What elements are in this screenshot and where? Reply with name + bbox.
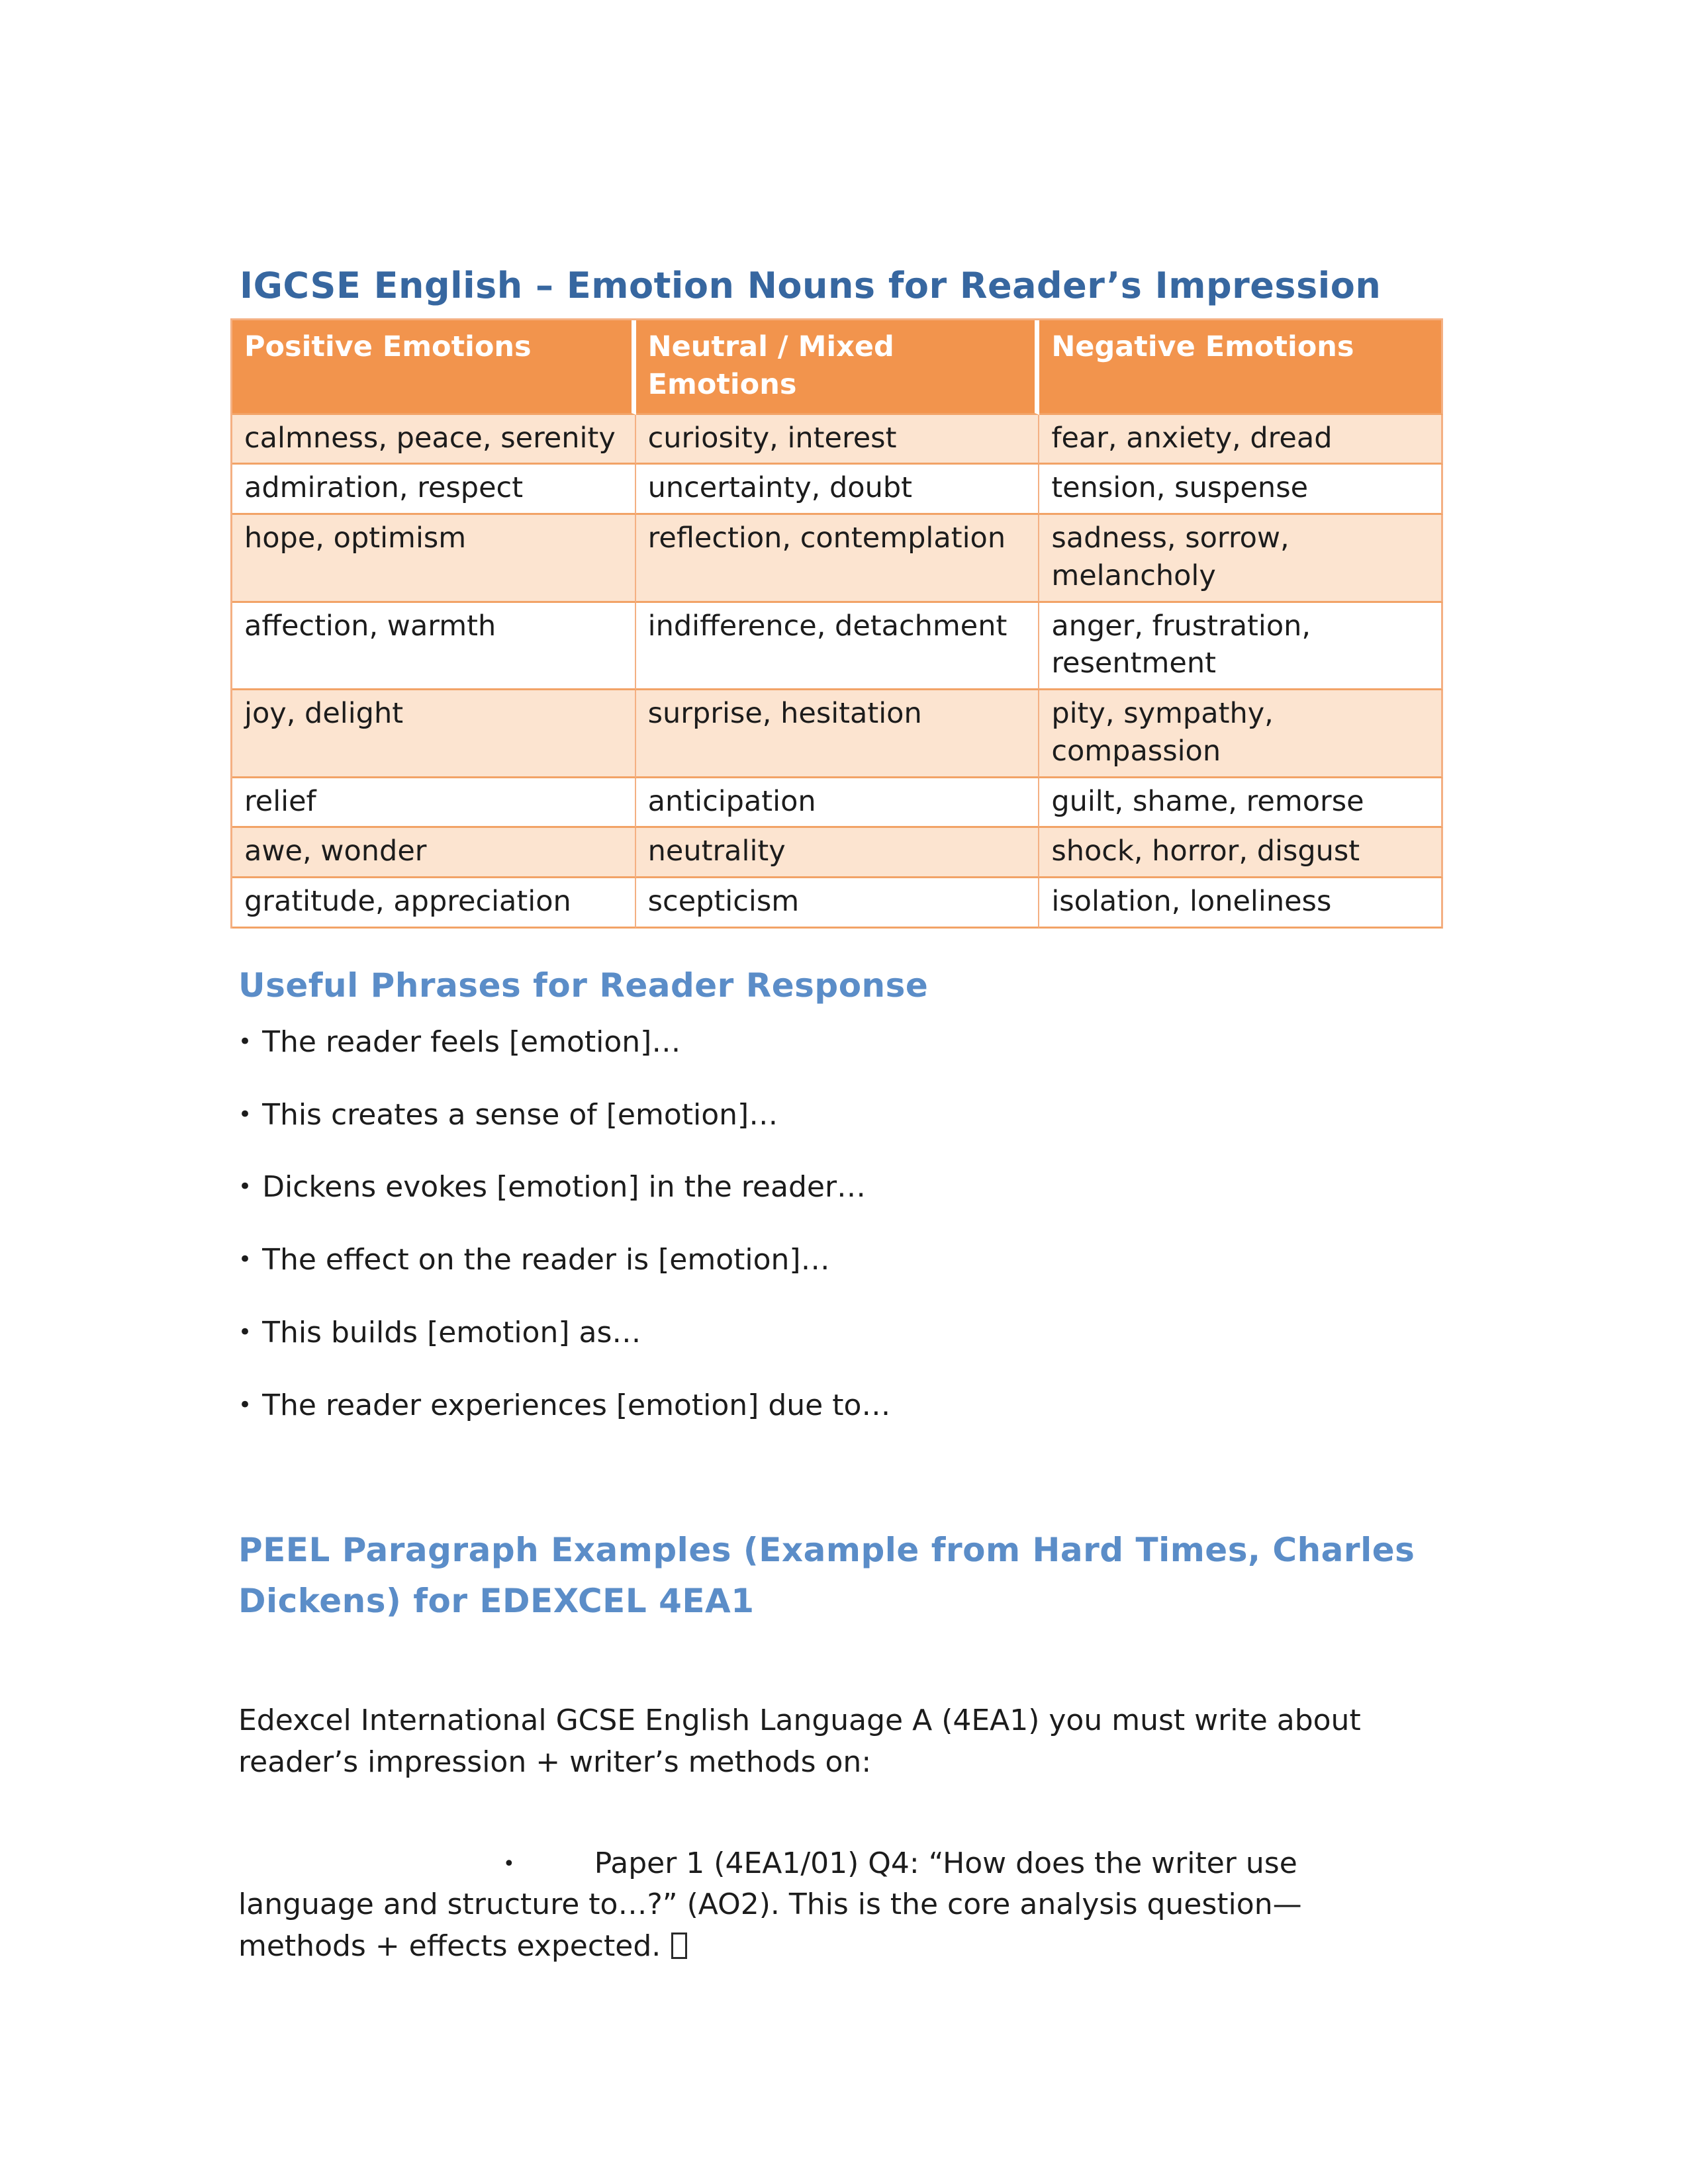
- table-cell: uncertainty, doubt: [636, 465, 1040, 515]
- table-cell: anger, frustration, resentment: [1039, 603, 1443, 691]
- table-row: [232, 778, 1443, 829]
- page-title: IGCSE English – Emotion Nouns for Reader’s Impression: [240, 265, 1382, 306]
- table-row: [232, 465, 1443, 515]
- bullet-icon: •: [238, 1246, 252, 1273]
- table-cell: indifference, detachment: [636, 603, 1040, 691]
- table-cell: tension, suspense: [1039, 465, 1443, 515]
- table-cell: surprise, hesitation: [636, 690, 1040, 778]
- phrase-list: [238, 1023, 1450, 1426]
- table-cell: relief: [232, 778, 636, 829]
- table-cell: sadness, sorrow, melancholy: [1039, 515, 1443, 603]
- phrase-text: The effect on the reader is [emotion]…: [262, 1243, 830, 1277]
- table-cell: fear, anxiety, dread: [1039, 415, 1443, 465]
- list-item: [238, 1023, 1450, 1062]
- paper1-bullet-paragraph: [238, 1843, 1364, 1968]
- table-cell: awe, wonder: [232, 828, 636, 878]
- table-cell: curiosity, interest: [636, 415, 1040, 465]
- list-item: [238, 1386, 1450, 1426]
- table-cell: affection, warmth: [232, 603, 636, 691]
- table-row: [232, 515, 1443, 603]
- table-row: [232, 415, 1443, 465]
- column-header-positive: Positive Emotions: [232, 320, 636, 415]
- table-cell: shock, horror, disgust: [1039, 828, 1443, 878]
- table-cell: scepticism: [636, 878, 1040, 929]
- bullet-icon: •: [238, 1028, 252, 1055]
- phrase-text: This creates a sense of [emotion]…: [262, 1097, 778, 1132]
- emotion-nouns-table: [230, 318, 1443, 929]
- paper1-bullet-text: Paper 1 (4EA1/01) Q4: “How does the writer use language and structure to…?” (AO2). This is the core analysis question—methods + effects expected.: [238, 1846, 1302, 1964]
- bullet-icon: •: [238, 1173, 252, 1201]
- column-header-negative: Negative Emotions: [1039, 320, 1443, 415]
- table-row: [232, 828, 1443, 878]
- table-cell: isolation, loneliness: [1039, 878, 1443, 929]
- phrase-text: This builds [emotion] as…: [262, 1316, 641, 1350]
- table-cell: joy, delight: [232, 690, 636, 778]
- list-item: [238, 1167, 1450, 1207]
- table-row: [232, 603, 1443, 691]
- bullet-icon: •: [238, 1319, 252, 1346]
- bullet-icon: •: [238, 1101, 252, 1128]
- bullet-icon: •: [238, 1391, 252, 1418]
- phrase-text: Dickens evokes [emotion] in the reader…: [262, 1170, 867, 1205]
- list-item: [238, 1240, 1450, 1280]
- useful-phrases-heading: Useful Phrases for Reader Response: [238, 966, 929, 1005]
- table-cell: admiration, respect: [232, 465, 636, 515]
- list-item: [238, 1095, 1450, 1135]
- table-cell: anticipation: [636, 778, 1040, 829]
- table-cell: guilt, shame, remorse: [1039, 778, 1443, 829]
- phrase-text: The reader feels [emotion]…: [262, 1024, 681, 1059]
- bullet-icon: •: [503, 1852, 515, 1876]
- missing-glyph-icon: [671, 1933, 687, 1959]
- table-row: [232, 690, 1443, 778]
- peel-intro-paragraph: Edexcel International GCSE English Language A (4EA1) you must write about reader’s impression + writer’s methods on:: [238, 1703, 1361, 1779]
- peel-section-heading: PEEL Paragraph Examples (Example from Hard Times, Charles Dickens) for EDEXCEL 4EA1: [238, 1530, 1415, 1621]
- table-cell: reflection, contemplation: [636, 515, 1040, 603]
- table-row: [232, 878, 1443, 929]
- table-cell: calmness, peace, serenity: [232, 415, 636, 465]
- table-cell: gratitude, appreciation: [232, 878, 636, 929]
- column-header-neutral: Neutral / Mixed Emotions: [636, 320, 1040, 415]
- table-cell: neutrality: [636, 828, 1040, 878]
- table-cell: pity, sympathy, compassion: [1039, 690, 1443, 778]
- phrase-text: The reader experiences [emotion] due to…: [262, 1388, 891, 1422]
- list-item: [238, 1313, 1450, 1353]
- table-header-row: [232, 320, 1443, 415]
- table-cell: hope, optimism: [232, 515, 636, 603]
